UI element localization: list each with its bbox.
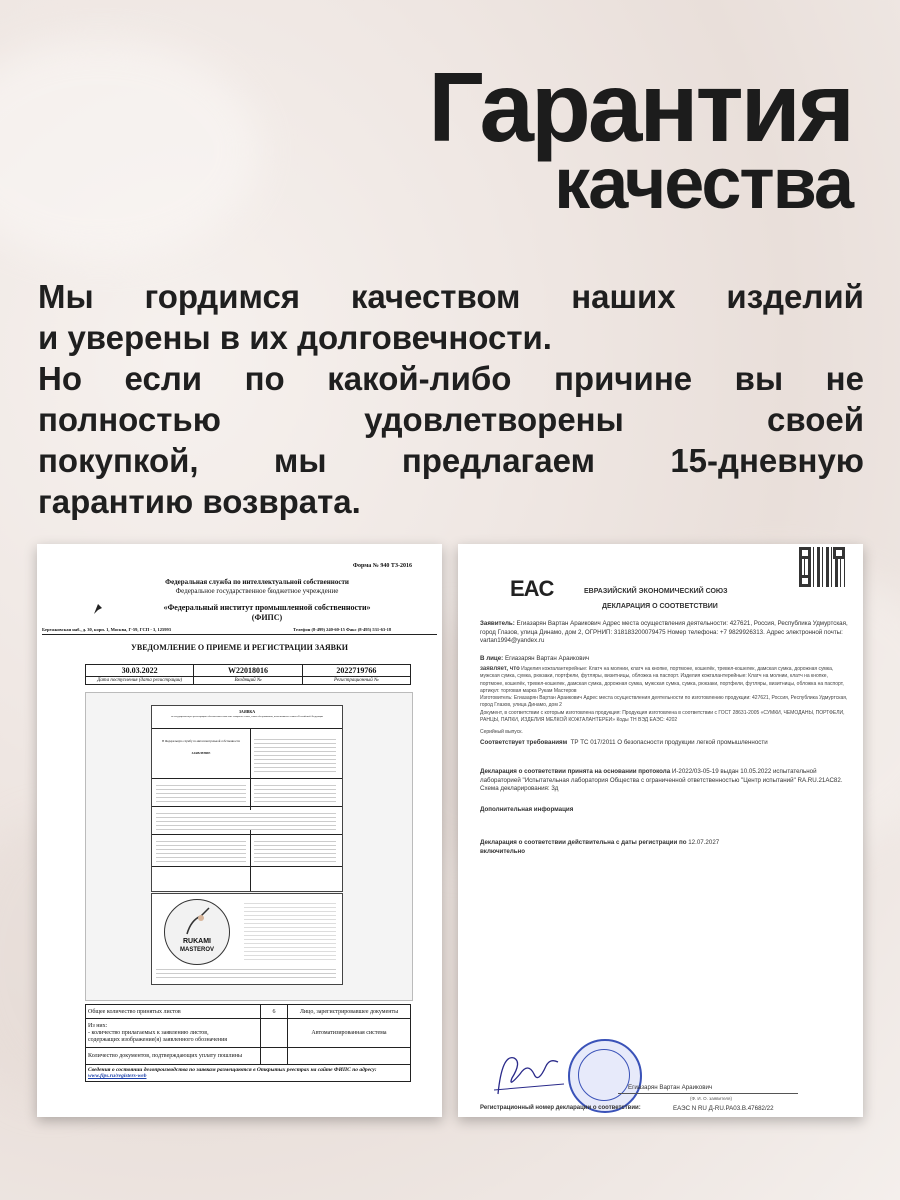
requirements-block: Соответствует требованиям ТР ТС 017/2011 О безопасности продукции легкой промышленности	[480, 739, 768, 746]
union-name: ЕВРАЗИЙСКИЙ ЭКОНОМИЧЕСКИЙ СОЮЗ	[584, 588, 728, 595]
intro-line-4: полностью удовлетворены своей	[38, 401, 864, 438]
rukami-masterov-logo	[164, 899, 230, 965]
institute-address: Бережковская наб., д. 30, корп. 1, Москва, Г-59, ГСП - 3, 125993	[42, 627, 171, 632]
intro-line-6: гарантию возврата.	[38, 483, 361, 520]
caption-registration: Регистрационный №	[302, 677, 410, 685]
agency-subtitle: Федеральное государственное бюджетное учреждение	[175, 587, 339, 595]
agency-name: Федеральная служба по интеллектуальной собственности	[165, 578, 349, 586]
registered-by-label: Лицо, зарегистрировавшее документы	[288, 1005, 411, 1019]
form-number: Форма № 940 ТЗ-2016	[352, 563, 412, 569]
hand-needle-icon	[183, 906, 211, 936]
person-block: В лице: Егиазарян Вартан Араикович	[480, 655, 590, 662]
application-addressee: В Федеральную службу по интеллектуальной собственности	[162, 739, 240, 743]
extra-info-label: Дополнительная информация	[480, 806, 574, 813]
headline-line1: Гарантия	[428, 52, 852, 162]
logo-text-2: MASTEROV	[179, 947, 214, 953]
application-scan	[85, 692, 413, 1001]
application-title: ЗАЯВКА	[238, 709, 256, 714]
declaration-reg-number: ЕАЭС N RU Д-RU.PA03.B.47682/22	[673, 1105, 774, 1112]
application-form	[151, 705, 343, 892]
signatory-caption: (Ф. И. О. заявителя)	[690, 1096, 732, 1101]
application-statement: ЗАЯВЛЕНИЕ	[191, 751, 211, 755]
validity-block: Декларация о соответствии действительна с даты регистрации по 12.07.2027 включительно	[480, 839, 720, 855]
intro-line-3: Но если по какой-либо причине вы не	[38, 360, 864, 397]
intro-line-5: покупкой, мы предлагаем 15-дневную	[38, 442, 864, 479]
fee-documents-label: Количество документов, подтверждающих уплату пошлины	[86, 1048, 261, 1065]
declaration-reg-label: Регистрационный номер декларации о соответствии:	[480, 1105, 641, 1111]
manufacturer-block: Изготовитель: Егиазарян Вартан Араикович Адрес места осуществления деятельности по изготовлению продукции: 427621, Россия, Республика Удмуртская, город Глазов, улица Динамо, дом 2	[480, 695, 848, 709]
eac-mark: EAC	[510, 576, 554, 601]
notice-title: УВЕДОМЛЕНИЕ О ПРИЕМЕ И РЕГИСТРАЦИИ ЗАЯВКИ	[131, 643, 348, 652]
bg-highlight	[0, 40, 260, 260]
total-sheets-label: Общее количество принятых листов	[86, 1005, 261, 1019]
caption-date: Дата поступления (дата регистрации)	[86, 677, 194, 685]
fips-emblem-icon	[92, 602, 104, 616]
application-subtitle: на государственную регистрацию обозначения в качестве товарного знака, знака обслуживания, коллективного знака в Российской Федерации	[170, 715, 324, 718]
registry-link[interactable]: www.fips.ru/registers-web	[88, 1073, 147, 1079]
caption-incoming: Входящий №	[194, 677, 302, 685]
incoming-number: W22018016	[194, 665, 302, 677]
institute-abbr: (ФИПС)	[251, 613, 283, 622]
registry-note: Сведения о состоянии делопроизводства по заявкам размещаются в Открытых реестрах на сайте ФИПС по адресу:	[88, 1067, 377, 1073]
automated-system-label: Автоматизированная система	[288, 1019, 411, 1048]
date-received: 30.03.2022	[86, 665, 194, 677]
logo-text-1: RUKAMI	[183, 938, 211, 945]
eac-declaration-document	[458, 544, 863, 1117]
official-seal	[568, 1039, 642, 1113]
standard-block: Документ, в соответствии с которым изготовлена продукция: Продукция изготовлена в соответствии с ГОСТ 28631-2005 «СУМКИ, ЧЕМОДАНЫ, ПОРТФЕЛИ, РАНЦЫ, ПАПКИ, ИЗДЕЛИЯ МЕЛКОЙ КОЖГАЛАНТЕРЕИ» Коды ТН ВЭД ЕАЭС: 4202	[480, 710, 845, 724]
intro-line-1: Мы гордимся качеством наших изделий	[38, 278, 864, 315]
institute-name: «Федеральный институт промышленной собственности»	[163, 603, 371, 612]
declaration-title: ДЕКЛАРАЦИЯ О СООТВЕТСТВИИ	[602, 603, 718, 610]
serial-output: Серийный выпуск.	[480, 729, 523, 735]
registration-table	[85, 664, 411, 685]
sheets-table	[85, 1004, 411, 1082]
trademark-section	[151, 893, 343, 985]
qr-code	[799, 547, 845, 587]
basis-block: Декларация о соответствии принята на основании протокола И-2022/03-05-19 выдан 10.05.2022 испытательной лабораторией "Испытательная лаборатория Общества с ограниченной ответственностью "Центр испытаний" RA.RU.21AC82. Схема декларирования: 3д	[480, 768, 843, 792]
product-block: заявляет, что Изделия кожгалантерейные: Клатч на молнии, клатч на кнопке, портмоне, кошелёк, тревел-кошелек, дамская сумка, дорожная сумка, мужская сумка, сумка, рюкзаки, портфели, футляры, визитницы, обложка на паспорт. Изделия кожгалантерейные: Клатч на молнии, клатч на кнопке, портмоне, кошелёк, тревел-кошелек, дамская сумка, дорожная сумка, мужская сумка, сумка, рюкзаки, портфели, футляры, визитницы, обложка на паспорт, артикул: торговая марка Рукам Мастеров	[480, 666, 844, 695]
registration-number: 2022719766	[302, 665, 410, 677]
applicant-block: Заявитель: Егиазарян Вартан Араикович Адрес места осуществления деятельности: 427621, Россия, Республика Удмуртская, город Глазов, улица Динамо, дом 2, ОГРНИП: 318183200079475 Номер телефона: +7 9829926313. Адрес электронной почты: vartan1994@yandex.ru	[480, 620, 848, 644]
signatory-name: Егиазарян Вартан Араикович	[628, 1084, 713, 1091]
fips-notice-document	[37, 544, 442, 1117]
intro-line-2: и уверены в их долговечности.	[38, 319, 552, 356]
signature-image	[488, 1044, 568, 1100]
attached-sheets: Из них: - количество прилагаемых к заявлению листов, содержащих изображение(я) заявленного обозначения	[86, 1019, 261, 1048]
headline-line2: качества	[554, 144, 852, 224]
total-sheets-value: 6	[261, 1005, 288, 1019]
institute-phones: Телефон (8-499) 240-60-15 Факс (8-495) 531-63-18	[293, 627, 392, 632]
